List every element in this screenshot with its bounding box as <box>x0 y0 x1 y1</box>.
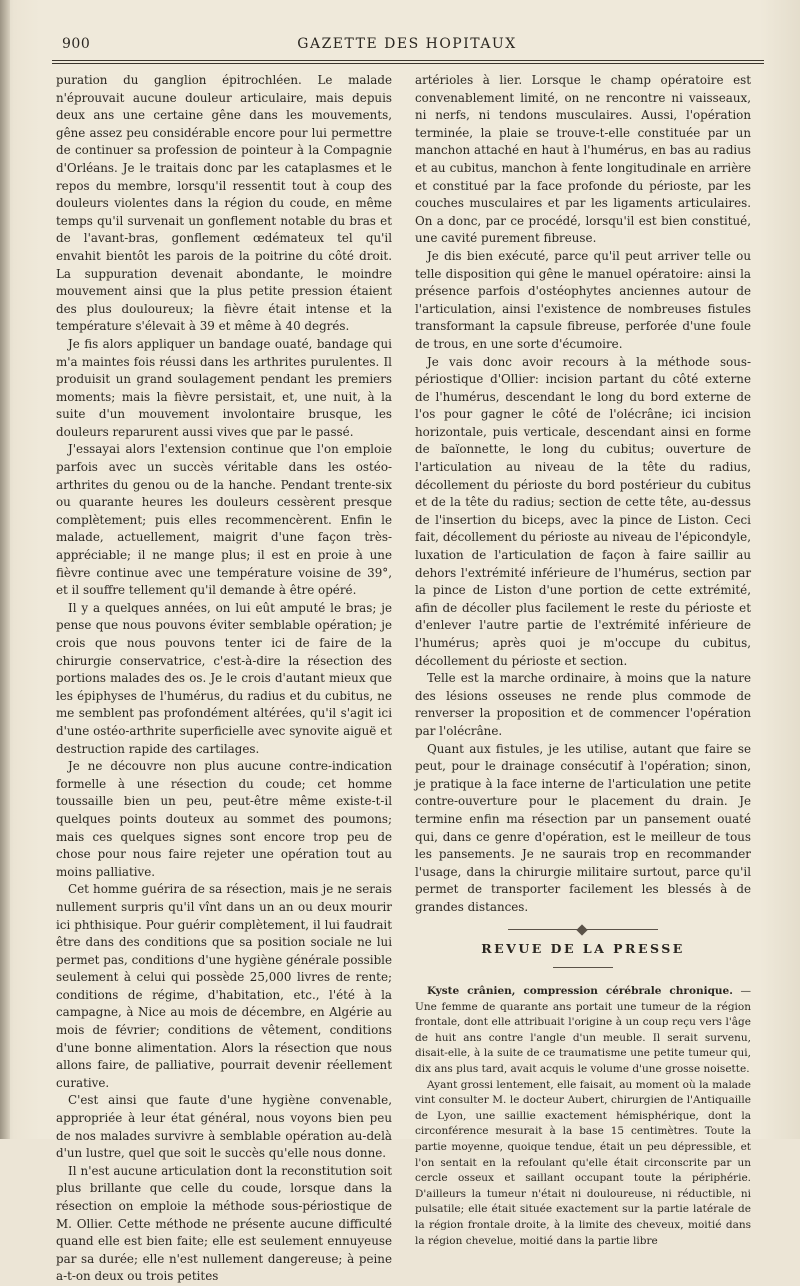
section-divider-ornament <box>508 929 658 930</box>
paragraph: Telle est la marche ordinaire, à moins que la nature des lésions osseuses ne rende plus commode de renverser la proposition et de commencer l'opération par l'olécrâne. <box>415 671 751 738</box>
header-rule-top <box>52 60 764 61</box>
paragraph: Cet homme guérira de sa résection, mais je ne serais nullement surpris qu'il vînt dans un an ou deux mourir ici phthisique. Pour guérir complètement, il lui faudrait être dans des conditions que sa position sociale ne lui permet pas, conditions d'une hygiène générale possible seulement à celui qui possède 25,000 livres de rente; conditions de régime, d'habitation, etc., l'été à la campagne, à Nice au mois de décembre, en Algérie au mois de février; conditions de vêtement, conditions d'une bonne alimentation. Alors la résection que nous allons faire, de palliative, pourrait devenir réellement curative. <box>56 882 393 1090</box>
running-title: GAZETTE DES HOPITAUX <box>297 36 517 52</box>
article-first-paragraph <box>415 984 751 1078</box>
right-column <box>415 72 751 1249</box>
paragraph: Il n'est aucune articulation dont la reconstitution soit plus brillante que celle du coude, lorsque dans la résection on emploie la méthode sous-périostique de M. Ollier. Cette méthode ne présente aucune difficulté quand elle est bien faite; elle est seulement ennuyeuse par sa durée; elle n'est nullement dangereuse; à peine a-t-on deux ou trois petites <box>56 1163 392 1284</box>
paragraph: Ayant grossi lentement, elle faisait, au moment où la malade vint consulter M. le docteur Aubert, chirurgien de l'Antiquaille de Lyon, une saillie exactement hémisphérique, dont la circonférence mesurait à la base 15 centimètres. Toute la partie moyenne, quoique tendue, était un peu dépressible, et l'on sentait en la refoulant qu'elle était circonscrite par un cercle osseux et saillant occupant toute la périphérie. D'ailleurs la tumeur n'était ni douloureuse, ni réductible, ni pulsatile; elle était située exactement sur la partie latérale de la région frontale droite, à la limite des cheveux, moitié dans la région chevelue, moitié dans la partie libre <box>415 1078 751 1247</box>
page-number: 900 <box>62 36 91 52</box>
paragraph: puration du ganglion épitrochléen. Le malade n'éprouvait aucune douleur articulaire, mais depuis deux ans une certaine gêne dans les mouvements, gêne assez peu considérable encore pour lui permettre de continuer sa profession de pointeur à la Compagnie d'Orléans. Je le traitais donc par les cataplasmes et le repos du membre, lorsqu'il ressentit tout à coup des douleurs violentes dans la région du coude, en même temps qu'il survenait un gonflement notable du bras et de l'avant-bras, gonflement œdémateux tel qu'il envahit bientôt les parois de la poitrine du côté droit. La suppuration devenait abondante, le moindre mouvement ainsi que la plus petite pression étaient des plus douloureux; la fièvre était intense et la température s'élevait à 39 et même à 40 degrés. <box>56 73 392 334</box>
paragraph: C'est ainsi que faute d'une hygiène convenable, appropriée à leur état général, nous voyons bien peu de nos malades survivre à semblable opération au-delà d'un lustre, quel que soit le succès qu'elle nous donne. <box>56 1093 392 1161</box>
section-title: REVUE DE LA PRESSE <box>481 940 685 956</box>
paragraph: Je vais donc avoir recours à la méthode sous-périostique d'Ollier: incision partant du côté externe de l'humérus, descendant le long du bord externe de l'os pour gagner le côté de l'olécrâne; ici incision horizontale, puis verticale, descendant ainsi en forme de baïonnette, le long du cubitus; ouverture de l'articulation au niveau de la tête du radius, décollement du périoste du bord postérieur du cubitus et de la tête du radius; section de cette tête, au-dessus de l'insertion du biceps, avec la pince de Liston. Ceci fait, décollement du périoste au niveau de l'épicondyle, luxation de l'articulation de façon à faire saillir au dehors l'extrémité inférieure de l'humérus, section par la pince de Liston d'une portion de cette extrémité, afin de décoller plus facilement le reste du périoste et d'enlever l'autre partie de l'extrémité inférieure de l'humérus; après quoi je m'occupe du cubitus, décollement du périoste et section. <box>415 354 751 668</box>
paragraph: Il y a quelques années, on lui eût amputé le bras; je pense que nous pouvons éviter semblable opération; je crois que nous pouvons tenter ici de faire de la chirurgie conservatrice, c'est-à-dire la résection des portions malades des os. Je le crois d'autant mieux que les épiphyses de l'humérus, du radius et du cubitus, ne me semblent pas profondément altérées, qu'il s'agit ici d'une ostéo-arthrite superficielle avec synovite aiguë et destruction rapide des cartilages. <box>56 600 392 756</box>
paragraph: Je ne découvre non plus aucune contre-indication formelle à une résection du coude; cet homme toussaille bien un peu, peut-être même existe-t-il quelques points douteux au sommet des poumons; mais ces quelques signes sont encore trop peu de chose pour nous faire rejeter une opération tout au moins palliative. <box>56 759 392 879</box>
press-review-article <box>415 984 751 1249</box>
section-rule <box>553 967 613 968</box>
article-dash: — <box>732 985 752 998</box>
paragraph: Je dis bien exécuté, parce qu'il peut arriver telle ou telle disposition qui gêne le manuel opératoire: ainsi la présence parfois d'ostéophytes anciennes autour de l'articulation, ainsi l'existence de nombreuses fistules transformant la capsule fibreuse, perforée d'une foule de trous, en une sorte d'écumoire. <box>415 248 751 351</box>
paragraph: Quant aux fistules, je les utilise, autant que faire se peut, pour le drainage consécutif à l'opération; sinon, je pratique à la face interne de l'articulation une petite contre-ouverture pour le placement du drain. Je termine enfin ma résection par un pansement ouaté qui, dans ce genre d'opération, est le meilleur de tous les pansements. Je ne saurais trop en recommander l'usage, dans la chirurgie militaire surtout, parce qu'il permet de transporter facilement les blessés à de grandes distances. <box>415 741 751 914</box>
paragraph: J'essayai alors l'extension continue que l'on emploie parfois avec un succès véritable dans les ostéo-arthrites du genou ou de la hanche. Pendant trente-six ou quarante heures les douleurs cessèrent presque complètement; puis elles recommencèrent. Enfin le malade, actuellement, maigrit d'une façon très-appréciable; il ne mange plus; il est en proie à une fièvre continue avec une température voisine de 39°, et il souffre tellement qu'il demande à être opéré. <box>56 442 392 598</box>
header-rule-bottom <box>52 63 764 64</box>
article-title: Kyste crânien, compression cérébrale chronique. <box>427 985 733 998</box>
paragraph: Je fis alors appliquer un bandage ouaté, bandage qui m'a maintes fois réussi dans les arthrites purulentes. Il produisit un grand soulagement pendant les premiers moments; mais la fièvre persistait, et, une nuit, à la suite d'un mouvement involontaire brusque, les douleurs reparurent aussi vives que par le passé. <box>56 336 392 439</box>
left-column <box>56 72 392 1286</box>
article-text: Une femme de quarante ans portait une tumeur de la région frontale, dont elle attribuait l'origine à un coup reçu vers l'âge de huit ans contre l'angle d'un meuble. Il serait survenu, disait-elle, à la suite de ce traumatisme une petite tumeur qui, dix ans plus tard, avait acquis le volume d'une grosse noisette. <box>415 1000 751 1076</box>
page-header <box>50 30 764 56</box>
page-binding-edge <box>0 0 10 1139</box>
paragraph: artérioles à lier. Lorsque le champ opératoire est convenablement limité, on ne rencontre ni vaisseaux, ni nerfs, ni tendons musculaires. Aussi, l'opération terminée, la plaie se trouve-t-elle constituée par un manchon attaché en haut à l'humérus, en bas au radius et au cubitus, manchon à fente longitudinale en arrière et constitué par la face profonde du périoste, par les couches musculaires et par les ligaments articulaires. On a donc, par ce procédé, lorsqu'il est bien constitué, une cavité purement fibreuse. <box>415 73 751 246</box>
